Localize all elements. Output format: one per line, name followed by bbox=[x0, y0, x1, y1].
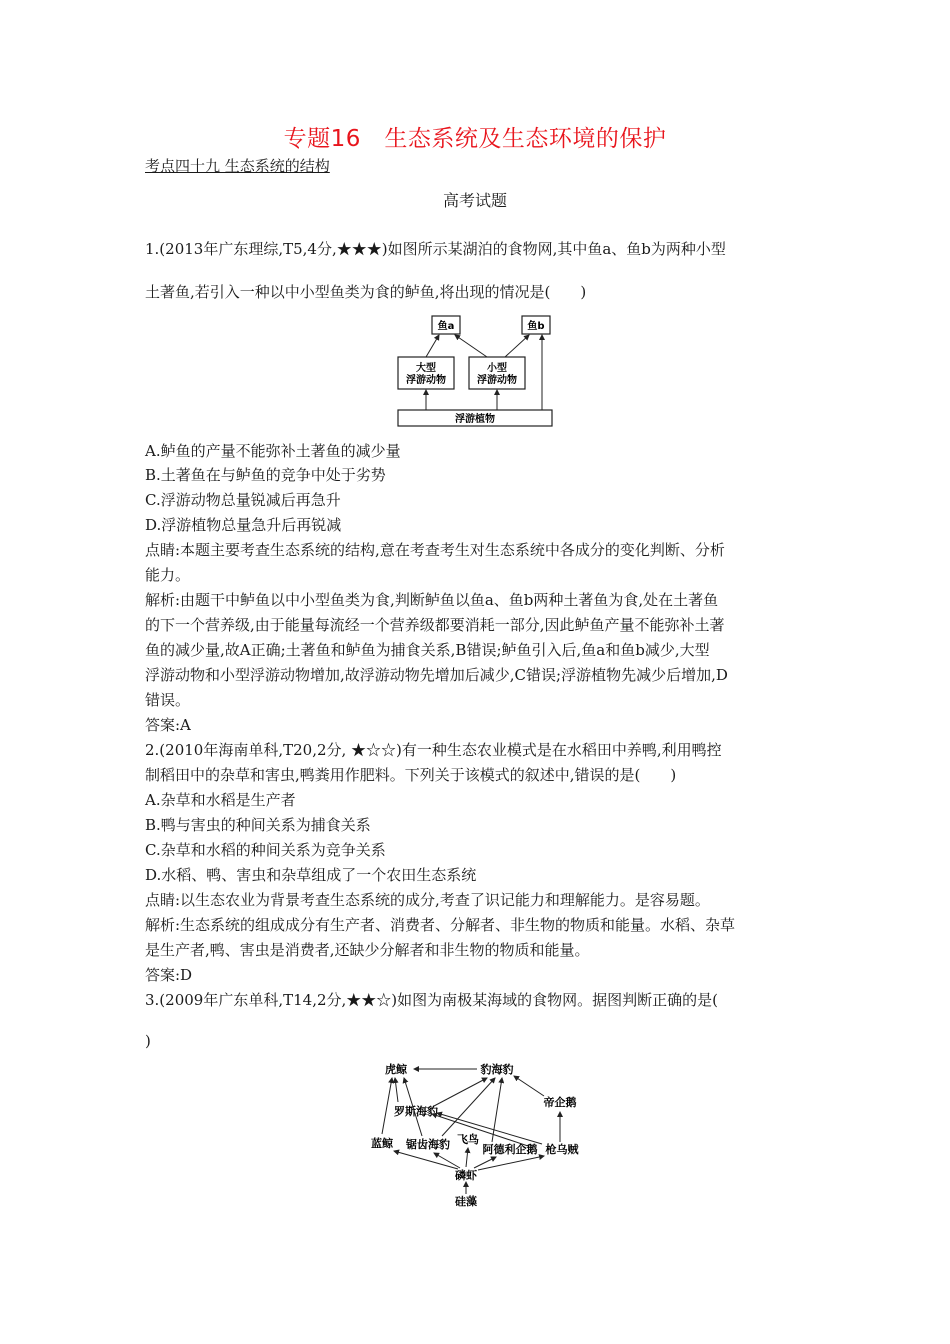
arrow-krill-to-adelie bbox=[474, 1157, 496, 1168]
arrow-adelie-to-leopard bbox=[492, 1078, 502, 1142]
emperor-penguin-label: 帝企鹅 bbox=[543, 1096, 577, 1109]
q3-food-web-figure bbox=[362, 1058, 592, 1216]
seabird-label: 飞鸟 bbox=[457, 1133, 479, 1146]
q2-stem-line-1: 2.(2010年海南单科,T20,2分, ★☆☆)有一种生态农业模式是在水稻田中养鸭,利用鸭控 bbox=[145, 741, 722, 759]
q1-option-a: A.鲈鱼的产量不能弥补土著鱼的减少量 bbox=[145, 442, 401, 460]
orca-label: 虎鲸 bbox=[385, 1063, 407, 1076]
q2-option-d: D.水稻、鸭、害虫和杂草组成了一个农田生态系统 bbox=[145, 866, 477, 884]
diatom-label: 硅藻 bbox=[455, 1195, 477, 1208]
q1-food-web-figure bbox=[395, 312, 555, 434]
q2-option-c: C.杂草和水稻的种间关系为竞争关系 bbox=[145, 841, 386, 859]
q1-stem-line-2: 土著鱼,若引入一种以中小型鱼类为食的鲈鱼,将出现的情况是( ) bbox=[145, 283, 587, 301]
q2-answer: 答案:D bbox=[145, 966, 193, 984]
phytoplankton-label: 浮游植物 bbox=[455, 414, 495, 425]
arrow-emperor-to-leopard bbox=[514, 1076, 544, 1096]
arrow-krill-to-bluewhale bbox=[394, 1151, 458, 1169]
arrow-krill-to-squid bbox=[478, 1156, 544, 1170]
q2-jiexi-line-1: 解析:生态系统的组成成分有生产者、消费者、分解者、非生物的物质和能量。水稻、杂草 bbox=[145, 916, 736, 934]
q1-dianjing-line-1: 点睛:本题主要考查生态系统的结构,意在考查考生对生态系统中各成分的变化判断、分析 bbox=[145, 541, 725, 559]
q1-jiexi-line-3: 鱼的减少量,故A正确;土著鱼和鲈鱼为捕食关系,B错误;鲈鱼引入后,鱼a和鱼b减少,大型 bbox=[145, 641, 710, 659]
large-zooplankton-label-2: 浮游动物 bbox=[406, 375, 446, 386]
krill-label: 磷虾 bbox=[455, 1169, 477, 1182]
q1-jiexi-line-5: 错误。 bbox=[145, 691, 191, 709]
small-zooplankton-label-2: 浮游动物 bbox=[477, 375, 517, 386]
fish-a-label: 鱼a bbox=[437, 321, 455, 332]
squid-label: 枪乌贼 bbox=[545, 1143, 579, 1156]
q1-jiexi-line-1: 解析:由题干中鲈鱼以中小型鱼类为食,判断鲈鱼以鱼a、鱼b两种土著鱼为食,处在土著鱼 bbox=[145, 591, 719, 609]
section-subtitle: 高考试题 bbox=[442, 191, 507, 210]
arrow-large-to-fish-a bbox=[426, 335, 439, 357]
ross-seal-label: 罗斯海豹 bbox=[394, 1105, 438, 1118]
blue-whale-label: 蓝鲸 bbox=[371, 1137, 393, 1150]
arrow-krill-to-seabird bbox=[466, 1148, 468, 1167]
q1-answer: 答案:A bbox=[145, 716, 191, 734]
crabeater-seal-label: 锯齿海豹 bbox=[406, 1138, 450, 1151]
arrow-small-to-fish-a bbox=[455, 335, 487, 357]
arrow-bluewhale-to-orca bbox=[382, 1078, 392, 1134]
q1-option-b: B.土著鱼在与鲈鱼的竞争中处于劣势 bbox=[145, 466, 386, 484]
q1-option-c: C.浮游动物总量锐减后再急升 bbox=[145, 491, 341, 509]
q3-stem-line-1: 3.(2009年广东单科,T14,2分,★★☆)如图为南极某海域的食物网。据图判断正确的是( bbox=[145, 991, 718, 1009]
arrow-squid-to-ross bbox=[437, 1113, 542, 1144]
fish-b-label: 鱼b bbox=[527, 321, 545, 332]
arrow-ross-to-orca bbox=[395, 1078, 398, 1102]
arrow-ross-to-leopard bbox=[434, 1078, 487, 1106]
q3-stem-line-2: ) bbox=[145, 1032, 151, 1050]
small-zooplankton-label-1: 小型 bbox=[487, 363, 507, 374]
q1-dianjing-line-2: 能力。 bbox=[145, 566, 191, 584]
section-heading: 考点四十九 生态系统的结构 bbox=[145, 157, 330, 175]
large-zooplankton-label-1: 大型 bbox=[416, 363, 436, 374]
q1-jiexi-line-4: 浮游动物和小型浮游动物增加,故浮游动物先增加后减少,C错误;浮游植物先减少后增加,D bbox=[145, 666, 728, 684]
q2-option-b: B.鸭与害虫的种间关系为捕食关系 bbox=[145, 816, 371, 834]
q2-dianjing: 点睛:以生态农业为背景考查生态系统的成分,考查了识记能力和理解能力。是容易题。 bbox=[145, 891, 710, 909]
q1-jiexi-line-2: 的下一个营养级,由于能量每流经一个营养级都要消耗一部分,因此鲈鱼产量不能弥补土著 bbox=[145, 616, 725, 634]
arrow-small-to-fish-b bbox=[505, 335, 529, 357]
page-title: 专题16 生态系统及生态环境的保护 bbox=[283, 126, 667, 152]
q1-option-d: D.浮游植物总量急升后再锐减 bbox=[145, 516, 342, 534]
q2-stem-line-2: 制稻田中的杂草和害虫,鸭粪用作肥料。下列关于该模式的叙述中,错误的是( ) bbox=[145, 766, 677, 784]
leopard-seal-label: 豹海豹 bbox=[480, 1063, 514, 1076]
q2-jiexi-line-2: 是生产者,鸭、害虫是消费者,还缺少分解者和非生物的物质和能量。 bbox=[145, 941, 590, 959]
q1-stem-line-1: 1.(2013年广东理综,T5,4分,★★★)如图所示某湖泊的食物网,其中鱼a、鱼b为两种小型 bbox=[145, 240, 726, 258]
q2-option-a: A.杂草和水稻是生产者 bbox=[145, 791, 296, 809]
adelie-penguin-label: 阿德利企鹅 bbox=[482, 1143, 538, 1156]
